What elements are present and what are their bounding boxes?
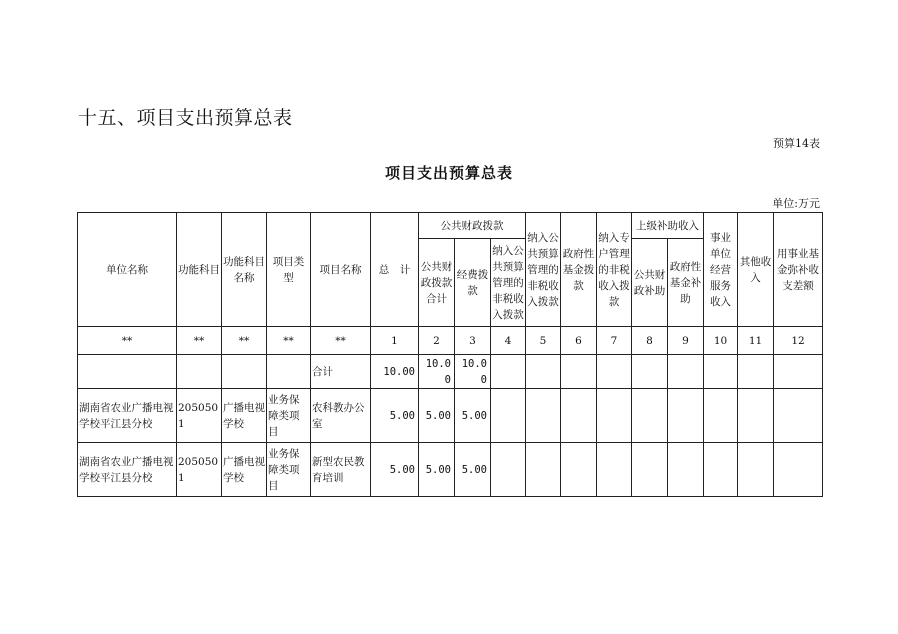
- index-cell: **: [311, 327, 371, 355]
- section-title: 十五、项目支出预算总表: [78, 107, 293, 129]
- cell-funds: 5.00: [455, 389, 491, 443]
- cell-empty: [526, 389, 561, 443]
- header-funds: 经费拨款: [455, 239, 491, 327]
- index-cell: 1: [371, 327, 419, 355]
- cell-empty: [774, 389, 823, 443]
- header-business-income: 事业单位经营服务收入: [704, 213, 738, 327]
- cell-func-name: [222, 355, 267, 389]
- cell-empty: [491, 389, 526, 443]
- cell-type: 业务保障类项目: [267, 443, 311, 497]
- cell-empty: [668, 355, 704, 389]
- cell-func-name: 广播电视学校: [222, 443, 267, 497]
- index-cell: **: [78, 327, 177, 355]
- cell-func: [177, 355, 222, 389]
- cell-empty: [561, 389, 597, 443]
- cell-empty: [704, 389, 738, 443]
- cell-func: 2050501: [177, 443, 222, 497]
- index-cell: 3: [455, 327, 491, 355]
- header-public-finance: 公共财政拨款: [419, 213, 526, 239]
- cell-empty: [526, 443, 561, 497]
- cell-empty: [774, 355, 823, 389]
- index-cell: 5: [526, 327, 561, 355]
- cell-empty: [597, 355, 632, 389]
- cell-empty: [704, 355, 738, 389]
- index-cell: 12: [774, 327, 823, 355]
- cell-name: 合计: [311, 355, 371, 389]
- cell-empty: [632, 389, 668, 443]
- cell-name: 农科教办公室: [311, 389, 371, 443]
- cell-empty: [668, 389, 704, 443]
- cell-total: 10.00: [371, 355, 419, 389]
- cell-empty: [491, 443, 526, 497]
- header-sup-public: 公共财政补助: [632, 239, 668, 327]
- index-row: [78, 327, 823, 355]
- cell-func: 2050501: [177, 389, 222, 443]
- index-cell: 8: [632, 327, 668, 355]
- cell-empty: [597, 389, 632, 443]
- header-row-1: [78, 213, 823, 239]
- index-cell: 2: [419, 327, 455, 355]
- table-row: [78, 389, 823, 443]
- cell-empty: [597, 443, 632, 497]
- header-gov-fund: 政府性基金拨款: [561, 213, 597, 327]
- cell-empty: [632, 443, 668, 497]
- cell-empty: [738, 355, 774, 389]
- header-project-type: 项目类型: [267, 213, 311, 327]
- header-func-subject-name: 功能科目名称: [222, 213, 267, 327]
- index-cell: **: [177, 327, 222, 355]
- cell-funds: 5.00: [455, 443, 491, 497]
- cell-type: 业务保障类项目: [267, 389, 311, 443]
- cell-type: [267, 355, 311, 389]
- cell-empty: [491, 355, 526, 389]
- cell-unit: 湖南省农业广播电视学校平江县分校: [78, 389, 177, 443]
- cell-empty: [561, 443, 597, 497]
- cell-name: 新型农民教育培训: [311, 443, 371, 497]
- cell-total: 5.00: [371, 389, 419, 443]
- table-number: 预算14表: [773, 137, 820, 150]
- header-project-name: 项目名称: [311, 213, 371, 327]
- cell-empty: [704, 443, 738, 497]
- header-sup-gov-fund: 政府性基金补助: [668, 239, 704, 327]
- header-unit-name: 单位名称: [78, 213, 177, 327]
- index-cell: 7: [597, 327, 632, 355]
- header-special-account: 纳入专户管理的非税收入拨款: [597, 213, 632, 327]
- index-cell: 9: [668, 327, 704, 355]
- cell-empty: [738, 443, 774, 497]
- header-func-subject: 功能科目: [177, 213, 222, 327]
- cell-func-name: 广播电视学校: [222, 389, 267, 443]
- cell-pf-total: 5.00: [419, 389, 455, 443]
- header-other-income: 其他收入: [738, 213, 774, 327]
- header-total: 总 计: [371, 213, 419, 327]
- cell-empty: [738, 389, 774, 443]
- cell-empty: [632, 355, 668, 389]
- index-cell: 10: [704, 327, 738, 355]
- index-cell: 11: [738, 327, 774, 355]
- index-cell: **: [222, 327, 267, 355]
- index-cell: **: [267, 327, 311, 355]
- table-row-total: [78, 355, 823, 389]
- header-pf-total: 公共财政拨款合计: [419, 239, 455, 327]
- index-cell: 6: [561, 327, 597, 355]
- cell-total: 5.00: [371, 443, 419, 497]
- cell-funds: 10.00: [455, 355, 491, 389]
- cell-empty: [774, 443, 823, 497]
- budget-table: [77, 212, 823, 497]
- cell-pf-total: 5.00: [419, 443, 455, 497]
- table-row: [78, 443, 823, 497]
- unit-label: 单位:万元: [772, 197, 820, 210]
- header-superior-subsidy: 上级补助收入: [632, 213, 704, 239]
- cell-empty: [668, 443, 704, 497]
- document-title: 项目支出预算总表: [384, 164, 513, 182]
- header-budget-mgmt-sub: 纳入公共预算管理的非税收入拨款: [491, 239, 526, 327]
- index-cell: 4: [491, 327, 526, 355]
- header-fund-gap: 用事业基金弥补收支差额: [774, 213, 823, 327]
- cell-unit: 湖南省农业广播电视学校平江县分校: [78, 443, 177, 497]
- cell-pf-total: 10.00: [419, 355, 455, 389]
- cell-empty: [526, 355, 561, 389]
- header-budget-mgmt: 纳入公共预算管理的非税收入拨款: [526, 213, 561, 327]
- cell-unit: [78, 355, 177, 389]
- cell-empty: [561, 355, 597, 389]
